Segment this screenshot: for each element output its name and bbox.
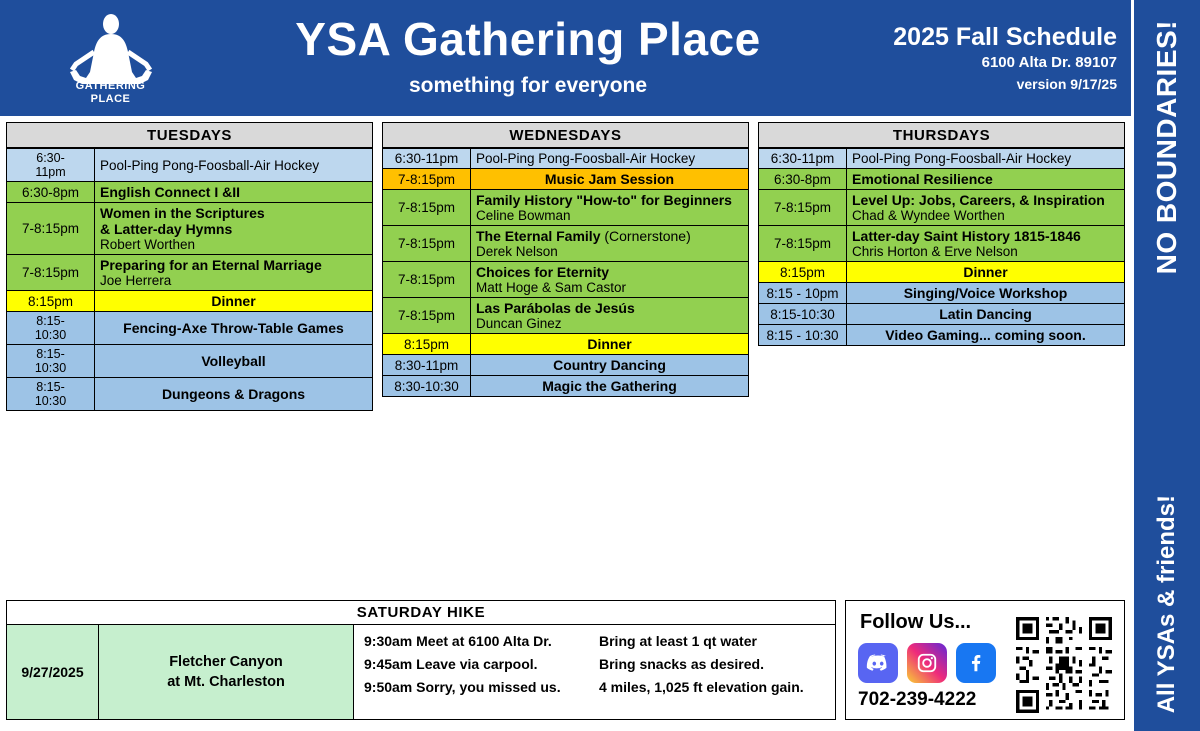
event-cell xyxy=(471,149,749,169)
event-time: 7-8:15pm xyxy=(383,262,471,298)
event-cell xyxy=(847,325,1125,346)
event-cell xyxy=(471,190,749,226)
hike-detail-left: 9:30am Meet at 6100 Alta Dr. xyxy=(364,633,552,649)
logo-line-1: YSA xyxy=(98,67,123,79)
table-row xyxy=(7,291,373,312)
logo-text xyxy=(76,67,146,106)
table-row xyxy=(7,312,373,345)
event-cell xyxy=(471,226,749,262)
saturday-hike-card xyxy=(6,600,836,720)
hike-detail-right: 4 miles, 1,025 ft elevation gain. xyxy=(599,679,804,695)
schedule-table xyxy=(382,148,749,397)
event-time: 8:15pm xyxy=(383,334,471,355)
discord-icon[interactable] xyxy=(858,643,898,683)
event-time: 7-8:15pm xyxy=(7,255,95,291)
event-time: 8:15pm xyxy=(7,291,95,312)
event-time: 7-8:15pm xyxy=(759,226,847,262)
event-time: 6:30-8pm xyxy=(7,182,95,203)
phone-number: 702-239-4222 xyxy=(858,689,977,710)
event-cell xyxy=(471,169,749,190)
event-title: Latin Dancing xyxy=(939,306,1032,322)
event-cell xyxy=(95,378,373,411)
event-time: 6:30-8pm xyxy=(759,169,847,190)
hike-detail-left: 9:45am Leave via carpool. xyxy=(364,656,538,672)
instagram-icon[interactable] xyxy=(907,643,947,683)
event-cell xyxy=(95,312,373,345)
event-title: Family History "How-to" for Beginners xyxy=(476,192,732,208)
logo-line-3: PLACE xyxy=(90,93,131,105)
title-block xyxy=(183,12,873,98)
side-banner-top-text: NO BOUNDARIES! xyxy=(1151,20,1182,275)
logo-line-2: GATHERING xyxy=(75,80,146,92)
hike-location-line-1: Fletcher Canyon xyxy=(169,654,283,670)
event-presenter: Joe Herrera xyxy=(100,273,172,288)
day-column-wednesdays xyxy=(382,122,749,411)
event-time: 8:15- 10:30 xyxy=(7,378,95,411)
event-time: 8:15- 10:30 xyxy=(7,345,95,378)
table-row xyxy=(383,262,749,298)
event-time: 6:30-11pm xyxy=(759,149,847,169)
event-presenter: Duncan Ginez xyxy=(476,316,562,331)
table-row xyxy=(7,378,373,411)
table-row xyxy=(7,255,373,291)
event-time: 8:15-10:30 xyxy=(759,304,847,325)
event-time: 7-8:15pm xyxy=(7,203,95,255)
page-header xyxy=(0,0,1131,116)
table-row xyxy=(383,355,749,376)
day-header: TUESDAYS xyxy=(6,122,373,148)
event-time: 6:30-11pm xyxy=(383,149,471,169)
event-title: Level Up: Jobs, Careers, & Inspiration xyxy=(852,192,1105,208)
follow-us-title: Follow Us... xyxy=(860,611,972,633)
event-cell xyxy=(847,283,1125,304)
event-time: 8:15pm xyxy=(759,262,847,283)
logo xyxy=(38,10,183,110)
table-row xyxy=(383,376,749,397)
event-title: Singing/Voice Workshop xyxy=(903,285,1068,301)
table-row xyxy=(759,325,1125,346)
table-row xyxy=(759,190,1125,226)
hike-details xyxy=(354,625,835,719)
event-title: Fencing-Axe Throw-Table Games xyxy=(123,320,344,336)
event-title: Dungeons & Dragons xyxy=(161,386,306,402)
event-cell xyxy=(95,203,373,255)
table-row xyxy=(383,226,749,262)
address: 6100 Alta Dr. 89107 xyxy=(981,54,1117,71)
schedule-table xyxy=(758,148,1125,346)
event-cell xyxy=(847,226,1125,262)
hike-detail-left: 9:50am Sorry, you missed us. xyxy=(364,679,561,695)
table-row xyxy=(7,149,373,182)
event-time: 8:30-10:30 xyxy=(383,376,471,397)
header-meta xyxy=(893,22,1117,94)
event-presenter: Celine Bowman xyxy=(476,208,571,223)
day-header: WEDNESDAYS xyxy=(382,122,749,148)
event-cell xyxy=(847,190,1125,226)
table-row xyxy=(759,262,1125,283)
hike-detail-row xyxy=(364,656,825,672)
facebook-glyph xyxy=(965,652,987,674)
event-cell xyxy=(95,255,373,291)
event-cell xyxy=(847,169,1125,190)
event-time: 7-8:15pm xyxy=(383,298,471,334)
schedule-season: 2025 Fall Schedule xyxy=(893,23,1117,51)
bottom-section xyxy=(6,600,1125,720)
event-title: Las Parábolas de Jesús xyxy=(476,300,635,316)
table-row xyxy=(759,169,1125,190)
discord-glyph xyxy=(866,654,890,672)
hike-detail-row xyxy=(364,633,825,649)
event-time: 7-8:15pm xyxy=(383,169,471,190)
event-cell xyxy=(95,345,373,378)
event-title: Magic the Gathering xyxy=(542,378,677,394)
table-row xyxy=(7,345,373,378)
hike-detail-right: Bring snacks as desired. xyxy=(599,656,764,672)
event-title: Volleyball xyxy=(201,353,266,369)
event-title: Music Jam Session xyxy=(544,171,675,187)
day-column-thursdays xyxy=(758,122,1125,411)
event-title: Video Gaming... coming soon. xyxy=(885,327,1086,343)
qr-code[interactable] xyxy=(1016,617,1112,713)
page-subtitle: something for everyone xyxy=(408,74,648,97)
facebook-icon[interactable] xyxy=(956,643,996,683)
page-title: YSA Gathering Place xyxy=(295,13,761,65)
day-header: THURSDAYS xyxy=(758,122,1125,148)
event-presenter: Chris Horton & Erve Nelson xyxy=(852,244,1018,259)
event-cell xyxy=(471,262,749,298)
event-time: 7-8:15pm xyxy=(383,226,471,262)
event-cell xyxy=(471,355,749,376)
event-title: Preparing for an Eternal Marriage xyxy=(100,257,322,273)
social-links xyxy=(858,643,996,683)
event-cell xyxy=(471,334,749,355)
day-column-tuesdays xyxy=(6,122,373,411)
event-cell xyxy=(471,298,749,334)
event-title: Pool-Ping Pong-Foosball-Air Hockey xyxy=(852,151,1072,166)
event-presenter: Matt Hoge & Sam Castor xyxy=(476,280,627,295)
table-row xyxy=(383,334,749,355)
event-time: 8:15- 10:30 xyxy=(7,312,95,345)
instagram-glyph xyxy=(916,652,938,674)
table-row xyxy=(759,226,1125,262)
event-title: English Connect I &II xyxy=(100,184,241,200)
table-row xyxy=(383,149,749,169)
event-cell xyxy=(95,149,373,182)
side-banner-bottom-text: All YSAs & friends! xyxy=(1153,494,1180,713)
follow-us-card xyxy=(845,600,1125,720)
event-cell xyxy=(471,376,749,397)
event-presenter: Chad & Wyndee Worthen xyxy=(852,208,1005,223)
table-row xyxy=(759,149,1125,169)
version: version 9/17/25 xyxy=(1016,76,1117,92)
event-cell xyxy=(95,291,373,312)
event-title: Country Dancing xyxy=(553,357,666,373)
table-row xyxy=(383,190,749,226)
event-title: The Eternal Family (Cornerstone) xyxy=(476,228,691,244)
hike-location xyxy=(99,625,354,719)
event-time: 7-8:15pm xyxy=(759,190,847,226)
schedule-table xyxy=(6,148,373,411)
hike-detail-right: Bring at least 1 qt water xyxy=(599,633,757,649)
event-title: Women in the Scriptures & Latter-day Hymns xyxy=(100,205,265,237)
event-cell xyxy=(847,304,1125,325)
table-row xyxy=(759,283,1125,304)
side-banner xyxy=(1131,0,1200,731)
table-row xyxy=(759,304,1125,325)
event-title: Pool-Ping Pong-Foosball-Air Hockey xyxy=(100,157,320,173)
event-time: 7-8:15pm xyxy=(383,190,471,226)
event-title: Pool-Ping Pong-Foosball-Air Hockey xyxy=(476,151,696,166)
event-title-suffix: (Cornerstone) xyxy=(600,228,691,244)
table-row xyxy=(7,182,373,203)
hike-heading: SATURDAY HIKE xyxy=(7,601,835,625)
event-time: 8:15 - 10pm xyxy=(759,283,847,304)
event-title: Dinner xyxy=(211,293,256,309)
table-row xyxy=(383,169,749,190)
event-time: 8:15 - 10:30 xyxy=(759,325,847,346)
table-row xyxy=(383,298,749,334)
schedule-columns xyxy=(6,122,1125,411)
event-title: Latter-day Saint History 1815-1846 xyxy=(852,228,1081,244)
event-time: 8:30-11pm xyxy=(383,355,471,376)
event-time: 6:30- 11pm xyxy=(7,149,95,182)
event-cell xyxy=(847,262,1125,283)
event-title: Emotional Resilience xyxy=(852,171,993,187)
event-presenter: Derek Nelson xyxy=(476,244,558,259)
hike-detail-row xyxy=(364,679,825,695)
table-row xyxy=(7,203,373,255)
hike-location-line-2: at Mt. Charleston xyxy=(167,674,285,690)
hike-date: 9/27/2025 xyxy=(7,625,99,719)
event-title: Dinner xyxy=(963,264,1008,280)
event-cell xyxy=(95,182,373,203)
event-cell xyxy=(847,149,1125,169)
event-presenter: Robert Worthen xyxy=(100,237,196,252)
event-title: Choices for Eternity xyxy=(476,264,610,280)
event-title: Dinner xyxy=(587,336,632,352)
